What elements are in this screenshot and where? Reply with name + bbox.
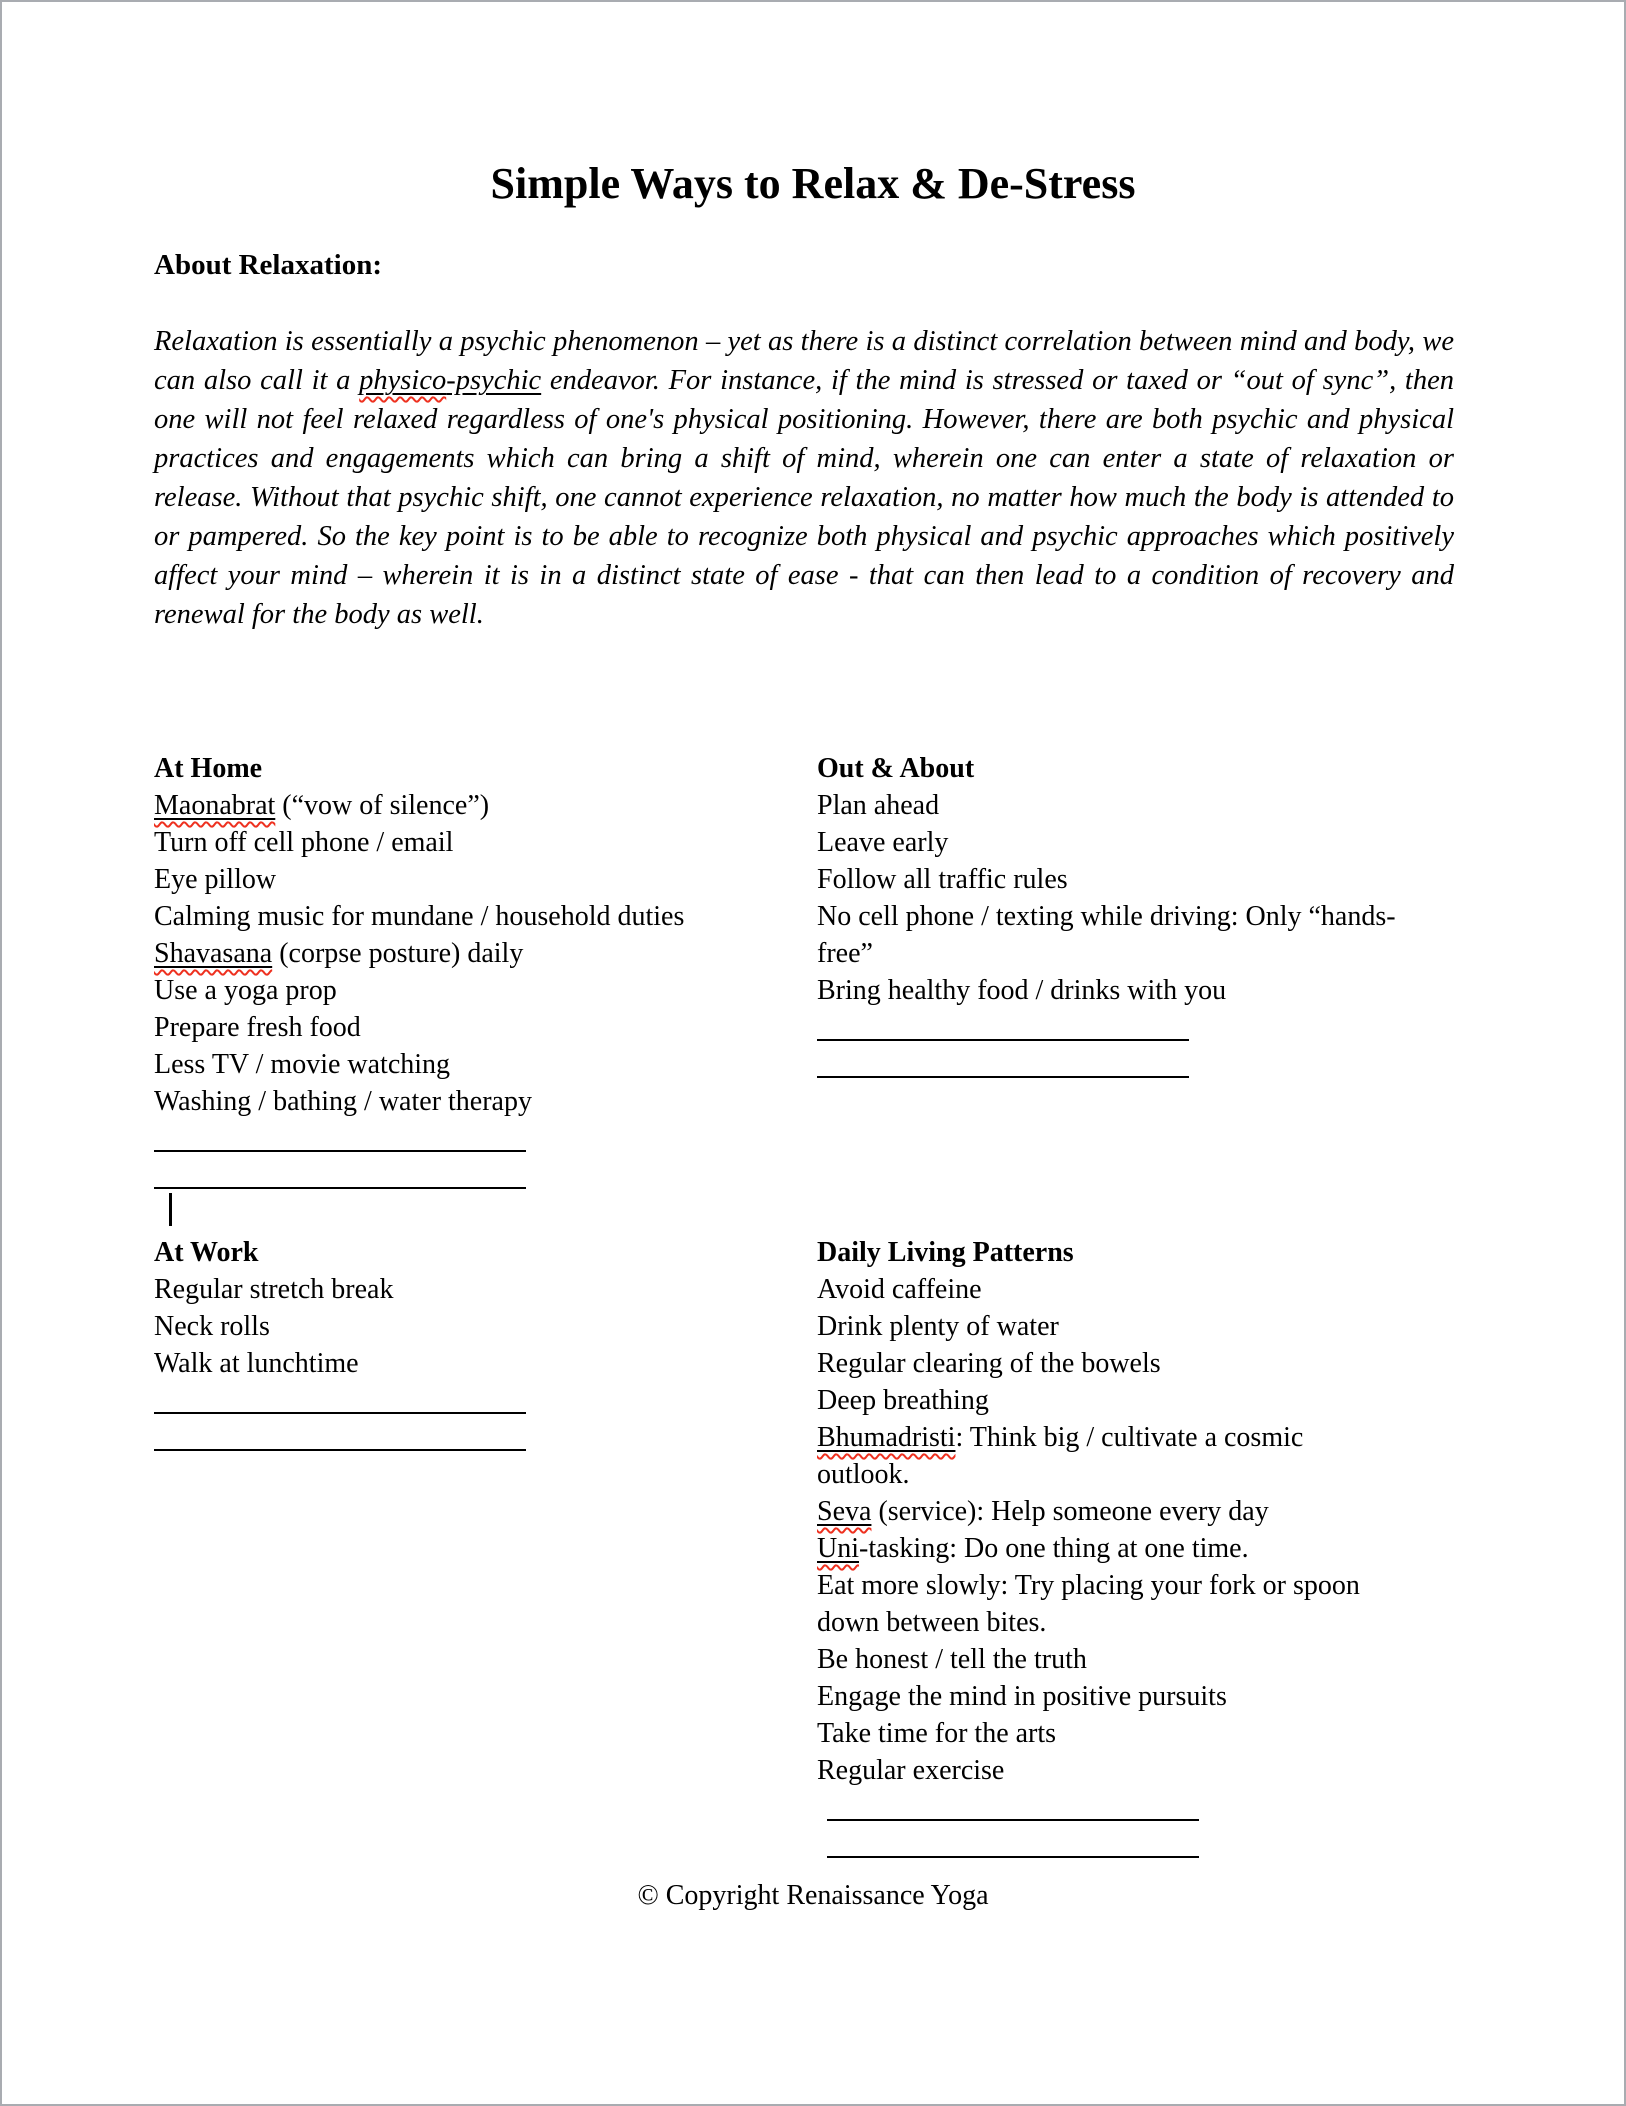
write-in-lines [154,1412,814,1451]
list-item: No cell phone / texting while driving: Only “hands- free” [817,901,1396,969]
underlined-word: -psychic [446,365,542,396]
section-items [817,787,1517,1009]
page-title: Simple Ways to Relax & De-Stress [490,159,1136,208]
list-item: Washing / bathing / water therapy [154,1086,532,1117]
list-item: Deep breathing [817,1385,989,1416]
write-in-line [154,1187,526,1189]
list-item: Regular clearing of the bowels [817,1348,1161,1379]
section-items [154,1271,814,1382]
about-relaxation-paragraph: Relaxation is essentially a psychic phenomenon – yet as there is a distinct correlation between mind and body, we can also call it a physico-psychic endeavor. For instance, if the mind is stressed or taxed or “out of sync”, then one will not feel relaxed regardless of one's physical positioning. However, there are both psychic and physical practices and engagements which can bring a shift of mind, wherein one can enter a state of relaxation or release. Without that psychic shift, one cannot experience relaxation, no matter how much the body is attended to or pampered. So the key point is to be able to recognize both physical and psychic approaches which positively affect your mind – wherein it is in a distinct state of ease - that can then lead to a condition of recovery and renewal for the body as well. [154,326,1454,630]
write-in-line [827,1819,1199,1821]
list-item: Bhumadristi: Think big / cultivate a cosmic outlook. [817,1422,1304,1490]
section-at-work [154,1234,814,1451]
section-at-home [154,750,814,1226]
list-item: Turn off cell phone / email [154,827,454,858]
write-in-line [817,1076,1189,1078]
list-item: Be honest / tell the truth [817,1644,1087,1675]
list-item: Avoid caffeine [817,1274,982,1305]
text-cursor [169,1193,172,1226]
write-in-lines [817,1039,1517,1078]
list-item: Prepare fresh food [154,1012,361,1043]
list-item: Bring healthy food / drinks with you [817,975,1227,1006]
section-heading: Out & About [817,753,975,784]
list-item: Regular stretch break [154,1274,394,1305]
list-item: Use a yoga prop [154,975,337,1006]
list-item: Calming music for mundane / household duties [154,901,685,932]
list-item: Walk at lunchtime [154,1348,359,1379]
list-item: Maonabrat (“vow of silence”) [154,790,490,821]
misspelled-word: Maonabrat [154,790,276,821]
list-item: Seva (service): Help someone every day [817,1496,1269,1527]
list-item: Regular exercise [817,1755,1005,1786]
section-heading: At Work [154,1237,259,1268]
list-item: Engage the mind in positive pursuits [817,1681,1227,1712]
write-in-lines [154,1150,814,1226]
list-item: Eye pillow [154,864,277,895]
section-out-and-about [817,750,1517,1078]
misspelled-word: Seva [817,1496,872,1527]
misspelled-word: physico [359,365,447,396]
copyright-line: © Copyright Renaissance Yoga [637,1880,989,1911]
list-item: Neck rolls [154,1311,270,1342]
misspelled-word: Bhumadristi [817,1422,956,1453]
write-in-line [154,1150,526,1152]
section-daily-living-patterns [817,1234,1517,1858]
list-item: Follow all traffic rules [817,864,1068,895]
section-items [154,787,814,1120]
list-item: Drink plenty of water [817,1311,1059,1342]
write-in-line [827,1856,1199,1858]
list-item: Take time for the arts [817,1718,1057,1749]
list-item: Plan ahead [817,790,940,821]
list-item: Eat more slowly: Try placing your fork or spoon down between bites. [817,1570,1360,1638]
misspelled-word: Shavasana [154,938,273,969]
write-in-lines [817,1819,1517,1858]
list-item: Uni-tasking: Do one thing at one time. [817,1533,1249,1564]
write-in-line [817,1039,1189,1041]
write-in-line [154,1412,526,1414]
list-item: Leave early [817,827,949,858]
list-item: Less TV / movie watching [154,1049,451,1080]
about-relaxation-heading: About Relaxation: [154,249,382,281]
section-heading: At Home [154,753,263,784]
misspelled-word: Uni [817,1533,859,1564]
section-items [817,1271,1517,1789]
list-item: Shavasana (corpse posture) daily [154,938,524,969]
section-heading: Daily Living Patterns [817,1237,1074,1268]
write-in-line [154,1449,526,1451]
